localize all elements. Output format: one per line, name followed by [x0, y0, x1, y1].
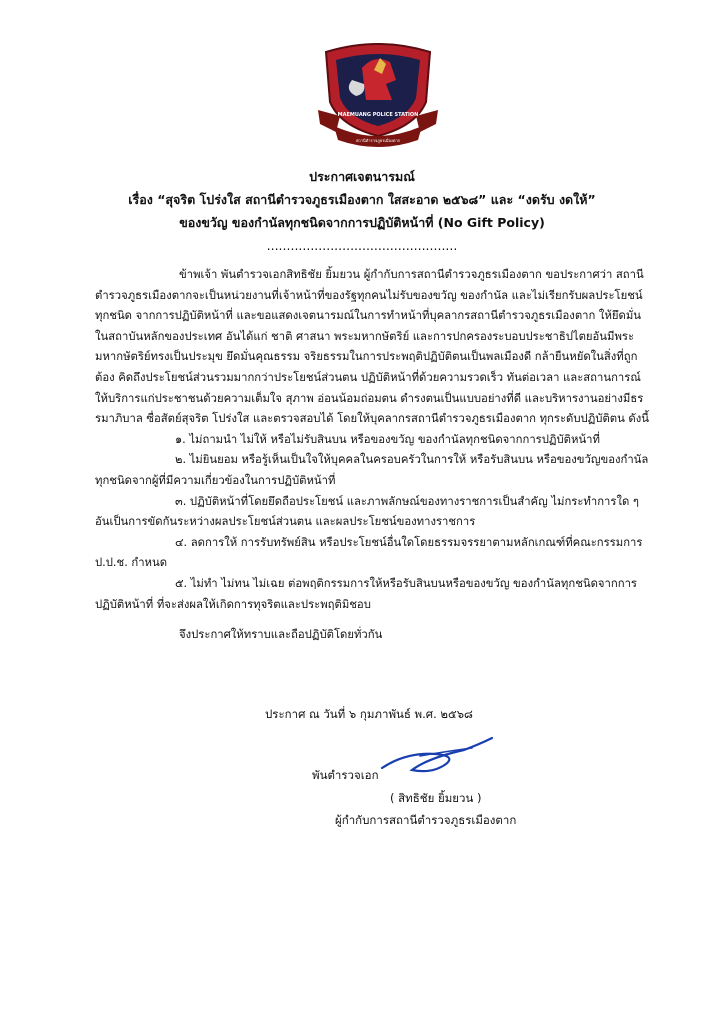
- police-emblem-logo: [316, 40, 440, 148]
- signature-rank: พันตำรวจเอก: [312, 768, 379, 782]
- pledge-item-3: ๓. ปฏิบัติหน้าที่โดยยึดถือประโยชน์ และภาพลักษณ์ของทางราชการเป็นสำคัญ ไม่กระทำการใด ๆ อันเป็นการขัดกันระหว่างผลประโยชน์ส่วนตน และผลประโยชน์ของทางราชการ: [95, 494, 639, 529]
- date-line: ประกาศ ณ วันที่ ๖ กุมภาพันธ์ พ.ศ. ๒๕๖๘: [265, 707, 473, 721]
- logo-text-en: MAEMUANG POLICE STATION: [337, 112, 419, 118]
- intro-paragraph: ข้าพเจ้า พันตำรวจเอกสิทธิชัย ยิ้มยวน ผู้กำกับการสถานีตำรวจภูธรเมืองตาก ขอประกาศว่า สถานีตำรวจภูธรเมืองตากจะเป็นหน่วยงานที่เจ้าหน้าที่ของรัฐทุกคนไม่รับของขวัญ ของกำนัล และไม่เรียกรับผลประโยชน์ทุกชนิด จากการปฏิบัติหน้าที่ และขอแสดงเจตนารมณ์ในการทำหน้าที่บุคลากรสถานีตำรวจภูธรเมืองตาก ให้ยึดมั่น ในสถาบันหลักของประเทศ อันได้แก่ ชาติ ศาสนา พระมหากษัตริย์ และการปกครองระบอบประชาธิปไตยอันมีพระมหากษัตริย์ทรงเป็นประมุข ยึดมั่นคุณธรรม จริยธรรมในการประพฤติปฏิบัติตนเป็นพลเมืองดี กล้ายืนหยัดในสิ่งที่ถูกต้อง คิดถึงประโยชน์ส่วนรวมมากกว่าประโยชน์ส่วนตน ปฏิบัติหน้าที่ด้วยความรวดเร็ว ทันต่อเวลา และสถานการณ์ ให้บริการแก่ประชาชนด้วยความเต็มใจ สุภาพ อ่อนน้อมถ่อมตน ดำรงตนเป็นแบบอย่างที่ดี และบริหารงานอย่างมีธรรมาภิบาล ซื่อสัตย์สุจริต โปร่งใส และตรวจสอบได้ โดยให้บุคลากรสถานีตำรวจภูธรเมืองตาก ทุกระดับปฏิบัติตน ดังนี้: [95, 268, 650, 426]
- separator-dots: ................................................: [266, 238, 458, 253]
- handwritten-signature: [376, 730, 496, 782]
- closing-line: จึงประกาศให้ทราบและถือปฏิบัติโดยทั่วกัน: [179, 628, 383, 642]
- pledge-item-2: ๒. ไม่ยินยอม หรือรู้เห็นเป็นใจให้บุคคลในครอบครัวในการให้ หรือรับสินบน หรือของขวัญของกำนัลทุกชนิดจากผู้ที่มีความเกี่ยวข้องในการปฏิบัติหน้าที่: [95, 453, 649, 487]
- subject-line-1: เรื่อง “สุจริต โปร่งใส สถานีตำรวจภูธรเมืองตาก ใสสะอาด ๒๕๖๘” และ “งดรับ งดให้”: [128, 192, 596, 207]
- pledge-item-4: ๔. ลดการให้ การรับทรัพย์สิน หรือประโยชน์อื่นใดโดยธรรมจรรยาตามหลักเกณฑ์ที่คณะกรรมการ ป.ป.ช. กำหนด: [95, 535, 643, 570]
- subject-line-2: ของขวัญ ของกำนัลทุกชนิดจากการปฏิบัติหน้าที่ (No Gift Policy): [179, 215, 545, 230]
- pledge-item-5: ๕. ไม่ทำ ไม่ทน ไม่เฉย ต่อพฤติกรรมการให้หรือรับสินบนหรือของขวัญ ของกำนัลทุกชนิดจากการปฏิบัติหน้าที่ ที่จะส่งผลให้เกิดการทุจริตและประพฤติมิชอบ: [95, 576, 637, 611]
- signer-name: ( สิทธิชัย ยิ้มยวน ): [390, 791, 482, 805]
- pledge-item-1: ๑. ไม่ถามนำ ไม่ให้ หรือไม่รับสินบน หรือของขวัญ ของกำนัลทุกชนิดจากการปฏิบัติหน้าที่: [175, 432, 600, 446]
- announcement-title: ประกาศเจตนารมณ์: [309, 169, 415, 184]
- announcement-body: [95, 265, 655, 646]
- logo-text-th: สถานีตำรวจภูธรเมืองตาก: [355, 138, 401, 143]
- signer-position: ผู้กำกับการสถานีตำรวจภูธรเมืองตาก: [335, 813, 517, 827]
